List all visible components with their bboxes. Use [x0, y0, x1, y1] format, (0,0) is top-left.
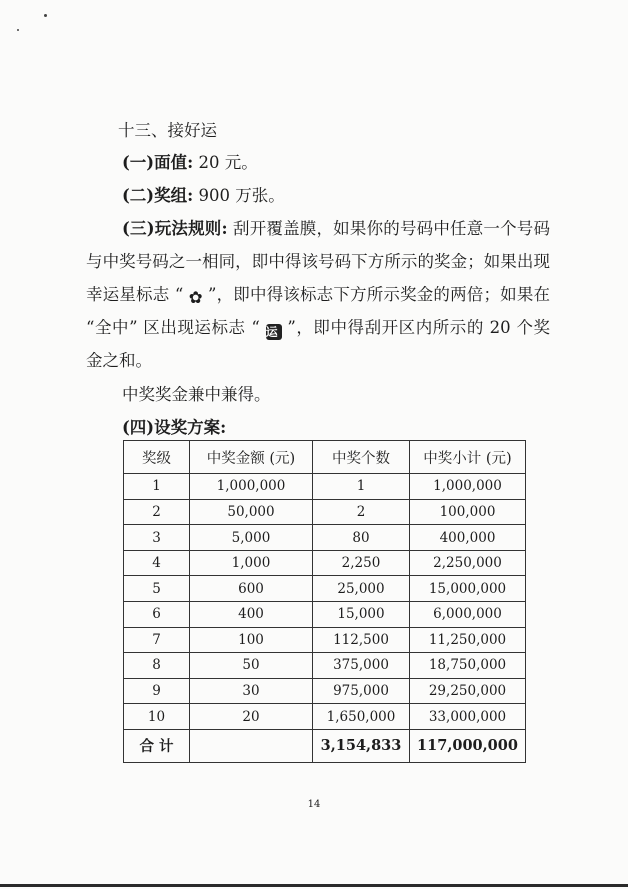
table-cell: 18,750,000 [410, 653, 526, 679]
total-cell: 117,000,000 [410, 729, 526, 762]
lucky-star-icon: ✿ [188, 288, 203, 307]
table-cell: 400 [190, 601, 313, 627]
scan-bottom-edge [0, 884, 628, 887]
table-cell: 2 [313, 499, 410, 525]
group-label: (二)奖组: [122, 186, 194, 205]
table-cell: 375,000 [313, 653, 410, 679]
table-cell: 3 [124, 525, 190, 551]
group-line [122, 185, 285, 207]
table-cell: 1,000,000 [410, 474, 526, 500]
table-row [124, 499, 526, 525]
table-cell: 11,250,000 [410, 627, 526, 653]
table-cell: 30 [190, 678, 313, 704]
table-cell: 33,000,000 [410, 704, 526, 730]
table-cell: 10 [124, 704, 190, 730]
face-value-value: 20 元。 [198, 153, 258, 172]
table-cell: 15,000,000 [410, 576, 526, 602]
table-cell: 9 [124, 678, 190, 704]
face-value-line [122, 152, 258, 174]
table-cell: 50 [190, 653, 313, 679]
table-cell: 2,250,000 [410, 550, 526, 576]
scan-speck [44, 14, 47, 17]
table-cell: 1,000,000 [190, 474, 313, 500]
rules-line-1 [122, 218, 550, 240]
table-cell: 4 [124, 550, 190, 576]
table-cell: 20 [190, 704, 313, 730]
yun-symbol-icon: 运 [266, 324, 282, 340]
rules-line-5: 金之和。 [86, 351, 152, 370]
section-heading: 十三、接好运 [118, 121, 217, 140]
table-row [124, 525, 526, 551]
table-cell: 80 [313, 525, 410, 551]
table-row [124, 653, 526, 679]
table-cell: 600 [190, 576, 313, 602]
table-cell: 6 [124, 601, 190, 627]
scan-speck [17, 29, 19, 31]
table-row [124, 627, 526, 653]
table-cell: 100 [190, 627, 313, 653]
rules-line-4 [86, 317, 550, 340]
table-cell: 1 [313, 474, 410, 500]
rules-line-3 [86, 284, 550, 309]
table-cell: 975,000 [313, 678, 410, 704]
table-cell: 15,000 [313, 601, 410, 627]
table-row [124, 704, 526, 730]
table-row [124, 601, 526, 627]
table-cell: 1,650,000 [313, 704, 410, 730]
table-row [124, 678, 526, 704]
group-value: 900 万张。 [198, 186, 285, 205]
table-cell: 1,000 [190, 550, 313, 576]
rules-text-1: 刮开覆盖膜，如果你的号码中任意一个号码 [233, 219, 550, 238]
table-cell: 400,000 [410, 525, 526, 551]
table-cell: 2 [124, 499, 190, 525]
table-cell: 8 [124, 653, 190, 679]
table-total-row [124, 729, 526, 762]
total-label-cell: 合 计 [124, 729, 190, 762]
table-row [124, 550, 526, 576]
header-cell: 奖级 [124, 441, 190, 474]
total-cell [190, 729, 313, 762]
scheme-heading: (四)设奖方案: [122, 418, 227, 437]
rules-text-4b: ”，即中得刮开区内所示的 20 个奖 [287, 318, 551, 337]
rules-label: (三)玩法规则: [122, 219, 228, 238]
table-cell: 112,500 [313, 627, 410, 653]
table-cell: 6,000,000 [410, 601, 526, 627]
table-cell: 7 [124, 627, 190, 653]
face-value-label: (一)面值: [122, 153, 194, 172]
header-cell: 中奖小计 (元) [410, 441, 526, 474]
table-cell: 5,000 [190, 525, 313, 551]
table-cell: 1 [124, 474, 190, 500]
table-cell: 5 [124, 576, 190, 602]
rules-line-2: 与中奖号码之一相同，即中得该号码下方所示的奖金；如果出现 [86, 252, 550, 271]
rules-text-3b: ”，即中得该标志下方所示奖金的两倍；如果在 [207, 285, 551, 304]
combined-note: 中奖奖金兼中兼得。 [122, 385, 271, 404]
header-cell: 中奖金额 (元) [190, 441, 313, 474]
prize-table [123, 440, 526, 763]
table-row [124, 474, 526, 500]
table-cell: 100,000 [410, 499, 526, 525]
table-cell: 50,000 [190, 499, 313, 525]
table-cell: 2,250 [313, 550, 410, 576]
total-cell: 3,154,833 [313, 729, 410, 762]
rules-text-4a: “全中” 区出现运标志 “ [86, 318, 260, 337]
table-header-row [124, 441, 526, 474]
header-cell: 中奖个数 [313, 441, 410, 474]
page-number: 14 [307, 799, 321, 810]
table-cell: 29,250,000 [410, 678, 526, 704]
table-cell: 25,000 [313, 576, 410, 602]
rules-text-3a: 幸运星标志 “ [86, 285, 184, 304]
table-row [124, 576, 526, 602]
